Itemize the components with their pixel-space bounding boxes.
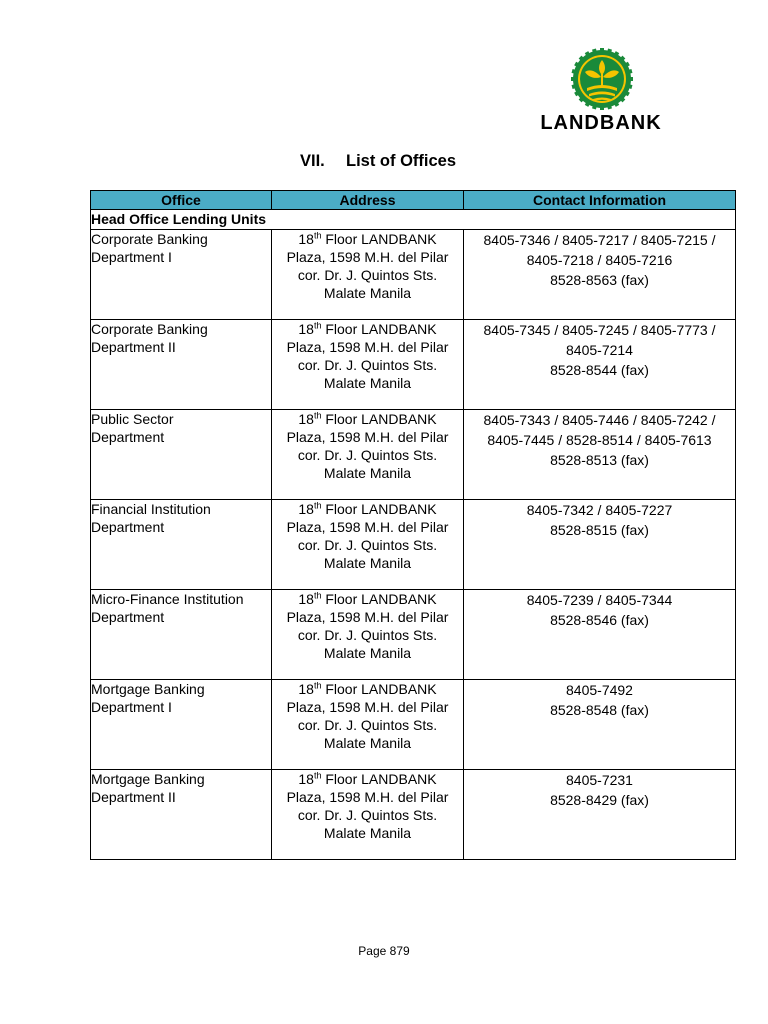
address-line: Plaza, 1598 M.H. del Pilar	[286, 339, 449, 355]
contact-line: 8405-7345 / 8405-7245 / 8405-7773 /	[483, 322, 716, 338]
address-line: Malate Manila	[323, 735, 412, 751]
contact-cell	[464, 680, 736, 770]
contact-line: 8405-7218 / 8405-7216	[526, 252, 673, 268]
address-line	[272, 230, 463, 248]
address-line: Plaza, 1598 M.H. del Pilar	[286, 519, 449, 535]
address-line: cor. Dr. J. Quintos Sts.	[297, 537, 438, 553]
contact-cell	[464, 320, 736, 410]
address-line: cor. Dr. J. Quintos Sts.	[297, 357, 438, 373]
contact-line: 8528-8513 (fax)	[550, 452, 649, 468]
contact-line: 8528-8544 (fax)	[550, 362, 649, 378]
office-line: Department II	[91, 339, 176, 355]
office-line: Department I	[91, 699, 172, 715]
contact-cell	[464, 500, 736, 590]
floor-number: 18	[298, 591, 314, 607]
floor-text: Floor LANDBANK	[321, 321, 437, 337]
office-cell	[91, 410, 272, 500]
page-number: Page 879	[358, 944, 410, 958]
address-line: cor. Dr. J. Quintos Sts.	[297, 447, 438, 463]
section-heading: List of Offices	[346, 152, 457, 170]
floor-number: 18	[298, 411, 314, 427]
office-line: Corporate Banking	[91, 321, 208, 337]
address-cell	[272, 770, 464, 860]
floor-suffix: th	[313, 410, 322, 421]
contact-cell	[464, 230, 736, 320]
contact-line: 8405-7492	[566, 682, 633, 698]
office-cell	[91, 590, 272, 680]
address-line: Plaza, 1598 M.H. del Pilar	[286, 789, 449, 805]
floor-suffix: th	[313, 500, 322, 511]
contact-cell	[464, 590, 736, 680]
floor-number: 18	[298, 231, 314, 247]
contact-line: 8528-8429 (fax)	[550, 792, 649, 808]
column-header-office: Office	[91, 191, 272, 210]
landbank-logo	[526, 48, 676, 138]
floor-suffix: th	[313, 320, 322, 331]
address-line: Malate Manila	[323, 555, 412, 571]
contact-line: 8405-7214	[566, 342, 633, 358]
address-line: Malate Manila	[323, 645, 412, 661]
address-line	[272, 410, 463, 428]
office-line: Micro-Finance Institution	[91, 591, 244, 607]
contact-line: 8528-8515 (fax)	[550, 522, 649, 538]
contact-line: 8405-7445 / 8528-8514 / 8405-7613	[487, 432, 712, 448]
office-line: Financial Institution	[91, 501, 211, 517]
address-line: Malate Manila	[323, 285, 412, 301]
contact-cell	[464, 410, 736, 500]
group-label: Head Office Lending Units	[91, 210, 736, 230]
address-cell	[272, 680, 464, 770]
office-cell	[91, 320, 272, 410]
floor-text: Floor LANDBANK	[321, 771, 437, 787]
offices-table	[90, 190, 736, 860]
office-line: Department	[91, 609, 165, 625]
address-line: Malate Manila	[323, 465, 412, 481]
address-line: cor. Dr. J. Quintos Sts.	[297, 267, 438, 283]
office-line: Public Sector	[91, 411, 174, 427]
column-header-contact: Contact Information	[464, 191, 736, 210]
address-line	[272, 590, 463, 608]
floor-number: 18	[298, 501, 314, 517]
address-cell	[272, 500, 464, 590]
address-line	[272, 320, 463, 338]
floor-number: 18	[298, 681, 314, 697]
table-row	[91, 500, 736, 590]
section-title	[300, 152, 456, 171]
table-row	[91, 320, 736, 410]
floor-suffix: th	[313, 680, 322, 691]
office-cell	[91, 770, 272, 860]
table-header-row	[91, 191, 736, 210]
floor-number: 18	[298, 321, 314, 337]
office-line: Department	[91, 519, 165, 535]
address-line: Plaza, 1598 M.H. del Pilar	[286, 699, 449, 715]
floor-text: Floor LANDBANK	[321, 591, 437, 607]
office-line: Department	[91, 429, 165, 445]
floor-text: Floor LANDBANK	[321, 411, 437, 427]
address-line	[272, 770, 463, 788]
address-line: Plaza, 1598 M.H. del Pilar	[286, 249, 449, 265]
office-line: Mortgage Banking	[91, 771, 205, 787]
office-line: Department II	[91, 789, 176, 805]
landbank-seal-icon	[571, 48, 633, 110]
group-row	[91, 210, 736, 230]
floor-number: 18	[298, 771, 314, 787]
address-line: cor. Dr. J. Quintos Sts.	[297, 627, 438, 643]
floor-suffix: th	[313, 770, 322, 781]
contact-cell	[464, 770, 736, 860]
office-line: Mortgage Banking	[91, 681, 205, 697]
address-line: Plaza, 1598 M.H. del Pilar	[286, 609, 449, 625]
address-line: cor. Dr. J. Quintos Sts.	[297, 807, 438, 823]
brand-name: LANDBANK	[540, 112, 662, 134]
office-line: Corporate Banking	[91, 231, 208, 247]
table-row	[91, 680, 736, 770]
table-row	[91, 230, 736, 320]
address-cell	[272, 410, 464, 500]
address-line	[272, 680, 463, 698]
contact-line: 8528-8563 (fax)	[550, 272, 649, 288]
address-cell	[272, 320, 464, 410]
contact-line: 8528-8546 (fax)	[550, 612, 649, 628]
contact-line: 8528-8548 (fax)	[550, 702, 649, 718]
floor-suffix: th	[313, 590, 322, 601]
address-line: Malate Manila	[323, 375, 412, 391]
floor-text: Floor LANDBANK	[321, 231, 437, 247]
table-row	[91, 590, 736, 680]
contact-line: 8405-7231	[566, 772, 633, 788]
column-header-address: Address	[272, 191, 464, 210]
contact-line: 8405-7342 / 8405-7227	[526, 502, 673, 518]
floor-text: Floor LANDBANK	[321, 681, 437, 697]
address-cell	[272, 230, 464, 320]
address-line	[272, 500, 463, 518]
office-cell	[91, 230, 272, 320]
address-line: cor. Dr. J. Quintos Sts.	[297, 717, 438, 733]
contact-line: 8405-7346 / 8405-7217 / 8405-7215 /	[483, 232, 716, 248]
table-row	[91, 770, 736, 860]
contact-line: 8405-7239 / 8405-7344	[526, 592, 673, 608]
section-number: VII.	[300, 152, 325, 170]
table-row	[91, 410, 736, 500]
office-cell	[91, 680, 272, 770]
address-line: Malate Manila	[323, 825, 412, 841]
floor-suffix: th	[313, 230, 322, 241]
address-line: Plaza, 1598 M.H. del Pilar	[286, 429, 449, 445]
office-cell	[91, 500, 272, 590]
address-cell	[272, 590, 464, 680]
office-line: Department I	[91, 249, 172, 265]
contact-line: 8405-7343 / 8405-7446 / 8405-7242 /	[483, 412, 716, 428]
floor-text: Floor LANDBANK	[321, 501, 437, 517]
